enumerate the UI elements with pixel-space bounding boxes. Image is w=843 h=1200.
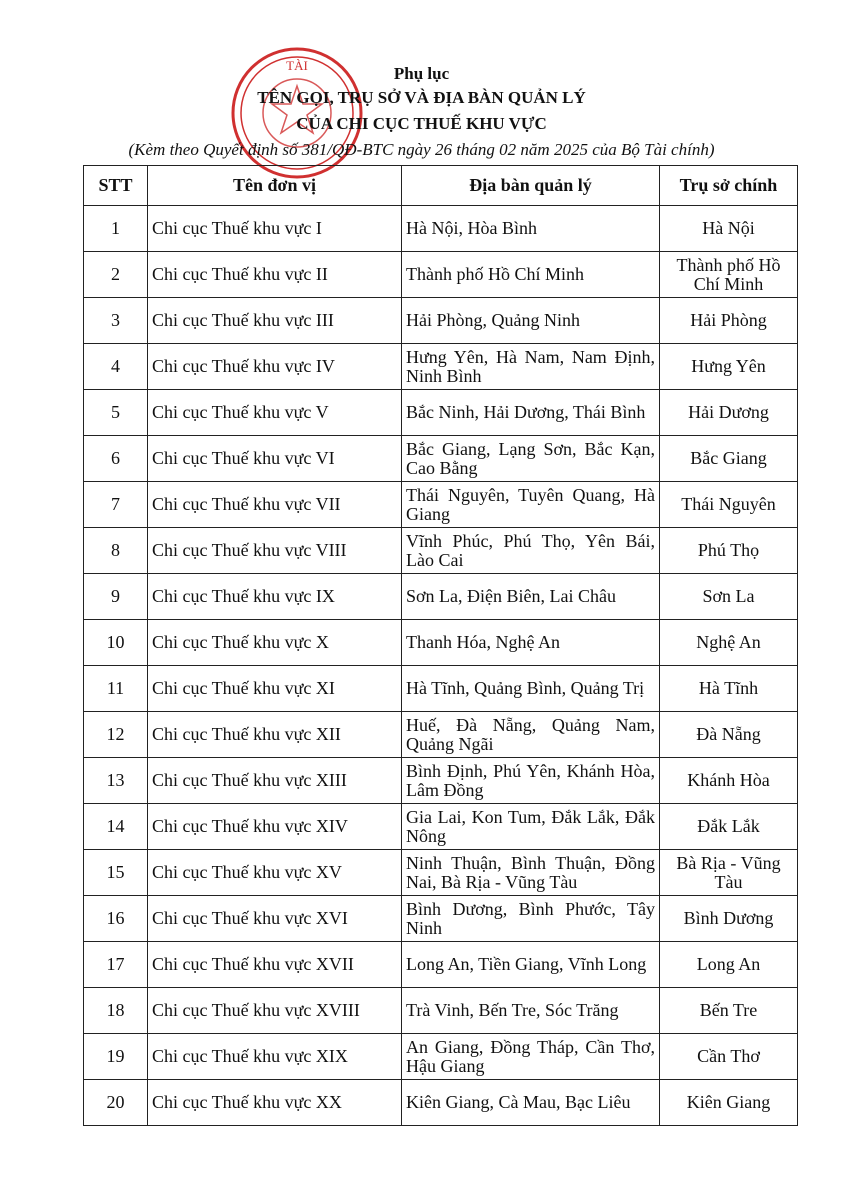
cell-headquarters: Sơn La xyxy=(660,574,798,620)
table-row xyxy=(84,252,798,298)
column-header-headquarters: Trụ sở chính xyxy=(660,166,798,206)
cell-area: Hưng Yên, Hà Nam, Nam Định, Ninh Bình xyxy=(402,344,660,390)
table-row xyxy=(84,574,798,620)
table-row xyxy=(84,896,798,942)
cell-unit-name: Chi cục Thuế khu vực II xyxy=(148,252,402,298)
cell-area: Sơn La, Điện Biên, Lai Châu xyxy=(402,574,660,620)
cell-headquarters: Hải Dương xyxy=(660,390,798,436)
cell-unit-name: Chi cục Thuế khu vực XIX xyxy=(148,1034,402,1080)
cell-unit-name: Chi cục Thuế khu vực XVII xyxy=(148,942,402,988)
cell-unit-name: Chi cục Thuế khu vực XV xyxy=(148,850,402,896)
cell-headquarters: Long An xyxy=(660,942,798,988)
cell-headquarters: Hà Nội xyxy=(660,206,798,252)
cell-unit-name: Chi cục Thuế khu vực VIII xyxy=(148,528,402,574)
table-row xyxy=(84,712,798,758)
cell-stt: 9 xyxy=(84,574,148,620)
cell-area: Ninh Thuận, Bình Thuận, Đồng Nai, Bà Rịa - Vũng Tàu xyxy=(402,850,660,896)
cell-headquarters: Khánh Hòa xyxy=(660,758,798,804)
cell-headquarters: Nghệ An xyxy=(660,620,798,666)
cell-unit-name: Chi cục Thuế khu vực VI xyxy=(148,436,402,482)
cell-area: Huế, Đà Nẵng, Quảng Nam, Quảng Ngãi xyxy=(402,712,660,758)
cell-stt: 18 xyxy=(84,988,148,1034)
cell-headquarters: Hưng Yên xyxy=(660,344,798,390)
cell-area: Hà Nội, Hòa Bình xyxy=(402,206,660,252)
table-header-row xyxy=(84,166,798,206)
cell-headquarters: Hải Phòng xyxy=(660,298,798,344)
cell-headquarters: Bình Dương xyxy=(660,896,798,942)
table-row xyxy=(84,344,798,390)
cell-unit-name: Chi cục Thuế khu vực X xyxy=(148,620,402,666)
cell-area: Bình Dương, Bình Phước, Tây Ninh xyxy=(402,896,660,942)
cell-area: Trà Vinh, Bến Tre, Sóc Trăng xyxy=(402,988,660,1034)
cell-headquarters: Bến Tre xyxy=(660,988,798,1034)
cell-stt: 4 xyxy=(84,344,148,390)
cell-headquarters: Thành phố Hồ Chí Minh xyxy=(660,252,798,298)
cell-headquarters: Đắk Lắk xyxy=(660,804,798,850)
table-row xyxy=(84,620,798,666)
document-subtitle: CỦA CHI CỤC THUẾ KHU VỰC xyxy=(296,114,547,133)
cell-area: Gia Lai, Kon Tum, Đắk Lắk, Đắk Nông xyxy=(402,804,660,850)
table-row xyxy=(84,666,798,712)
cell-headquarters: Phú Thọ xyxy=(660,528,798,574)
cell-unit-name: Chi cục Thuế khu vực XVIII xyxy=(148,988,402,1034)
cell-unit-name: Chi cục Thuế khu vực XIV xyxy=(148,804,402,850)
table-row xyxy=(84,390,798,436)
cell-unit-name: Chi cục Thuế khu vực VII xyxy=(148,482,402,528)
cell-headquarters: Bà Rịa - Vũng Tàu xyxy=(660,850,798,896)
table-row xyxy=(84,298,798,344)
table-row xyxy=(84,528,798,574)
cell-stt: 12 xyxy=(84,712,148,758)
table-row xyxy=(84,804,798,850)
cell-unit-name: Chi cục Thuế khu vực XI xyxy=(148,666,402,712)
cell-unit-name: Chi cục Thuế khu vực IV xyxy=(148,344,402,390)
table-row xyxy=(84,206,798,252)
cell-unit-name: Chi cục Thuế khu vực V xyxy=(148,390,402,436)
cell-headquarters: Đà Nẵng xyxy=(660,712,798,758)
cell-area: Kiên Giang, Cà Mau, Bạc Liêu xyxy=(402,1080,660,1126)
cell-stt: 7 xyxy=(84,482,148,528)
cell-stt: 20 xyxy=(84,1080,148,1126)
table-row xyxy=(84,1080,798,1126)
appendix-label: Phụ lục xyxy=(393,64,450,83)
cell-stt: 3 xyxy=(84,298,148,344)
cell-stt: 6 xyxy=(84,436,148,482)
cell-area: Bình Định, Phú Yên, Khánh Hòa, Lâm Đồng xyxy=(402,758,660,804)
cell-area: Hà Tĩnh, Quảng Bình, Quảng Trị xyxy=(402,666,660,712)
table-row xyxy=(84,482,798,528)
cell-unit-name: Chi cục Thuế khu vực IX xyxy=(148,574,402,620)
cell-headquarters: Bắc Giang xyxy=(660,436,798,482)
cell-stt: 2 xyxy=(84,252,148,298)
table-row xyxy=(84,988,798,1034)
column-header-unit-name: Tên đơn vị xyxy=(148,166,402,206)
column-header-stt: STT xyxy=(84,166,148,206)
cell-stt: 16 xyxy=(84,896,148,942)
cell-stt: 13 xyxy=(84,758,148,804)
column-header-area: Địa bàn quản lý xyxy=(402,166,660,206)
cell-unit-name: Chi cục Thuế khu vực III xyxy=(148,298,402,344)
cell-headquarters: Hà Tĩnh xyxy=(660,666,798,712)
cell-headquarters: Kiên Giang xyxy=(660,1080,798,1126)
table-row xyxy=(84,1034,798,1080)
cell-headquarters: Cần Thơ xyxy=(660,1034,798,1080)
seal-text: TÀI xyxy=(286,58,308,73)
table-row xyxy=(84,942,798,988)
cell-stt: 17 xyxy=(84,942,148,988)
cell-stt: 8 xyxy=(84,528,148,574)
cell-stt: 10 xyxy=(84,620,148,666)
cell-headquarters: Thái Nguyên xyxy=(660,482,798,528)
cell-unit-name: Chi cục Thuế khu vực XIII xyxy=(148,758,402,804)
table-row xyxy=(84,850,798,896)
cell-area: Bắc Giang, Lạng Sơn, Bắc Kạn, Cao Bằng xyxy=(402,436,660,482)
decision-reference: (Kèm theo Quyết định số 381/QĐ-BTC ngày 26 tháng 02 năm 2025 của Bộ Tài chính) xyxy=(128,140,715,159)
cell-area: Vĩnh Phúc, Phú Thọ, Yên Bái, Lào Cai xyxy=(402,528,660,574)
cell-stt: 1 xyxy=(84,206,148,252)
table-row xyxy=(84,758,798,804)
table-row xyxy=(84,436,798,482)
cell-stt: 15 xyxy=(84,850,148,896)
cell-area: An Giang, Đồng Tháp, Cần Thơ, Hậu Giang xyxy=(402,1034,660,1080)
cell-stt: 5 xyxy=(84,390,148,436)
cell-area: Thành phố Hồ Chí Minh xyxy=(402,252,660,298)
cell-unit-name: Chi cục Thuế khu vực XVI xyxy=(148,896,402,942)
cell-stt: 19 xyxy=(84,1034,148,1080)
document-title: TÊN GỌI, TRỤ SỞ VÀ ĐỊA BÀN QUẢN LÝ xyxy=(257,88,586,107)
cell-area: Thanh Hóa, Nghệ An xyxy=(402,620,660,666)
tax-office-table xyxy=(83,165,798,1126)
cell-stt: 11 xyxy=(84,666,148,712)
cell-unit-name: Chi cục Thuế khu vực XII xyxy=(148,712,402,758)
cell-area: Thái Nguyên, Tuyên Quang, Hà Giang xyxy=(402,482,660,528)
cell-unit-name: Chi cục Thuế khu vực XX xyxy=(148,1080,402,1126)
cell-area: Hải Phòng, Quảng Ninh xyxy=(402,298,660,344)
cell-stt: 14 xyxy=(84,804,148,850)
cell-area: Bắc Ninh, Hải Dương, Thái Bình xyxy=(402,390,660,436)
cell-unit-name: Chi cục Thuế khu vực I xyxy=(148,206,402,252)
cell-area: Long An, Tiền Giang, Vĩnh Long xyxy=(402,942,660,988)
